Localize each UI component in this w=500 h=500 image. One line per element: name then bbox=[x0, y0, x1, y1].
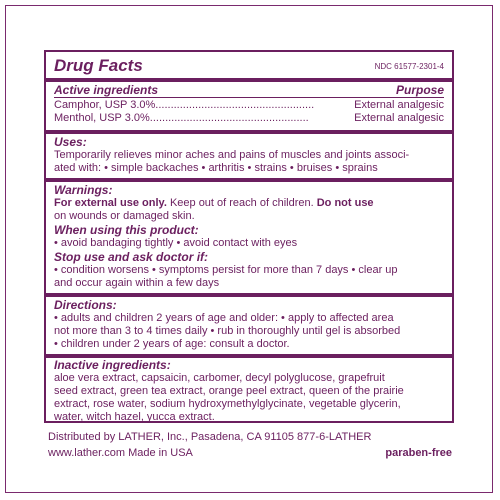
drug-facts-panel bbox=[44, 50, 454, 423]
warnings-heading: Warnings: bbox=[54, 183, 113, 197]
divider bbox=[46, 130, 452, 134]
uses-line: Temporarily relieves minor aches and pains of muscles and joints associ- bbox=[54, 149, 410, 161]
ingredient-name: Camphor, USP 3.0%.................................................... bbox=[54, 99, 315, 111]
purpose-heading: Purpose bbox=[395, 83, 444, 97]
active-ingredients-heading: Active ingredients bbox=[54, 83, 159, 97]
distributor-text: Distributed by LATHER, Inc., Pasadena, CA 91105 877-6-LATHER bbox=[48, 431, 372, 443]
inactive-line: water, witch hazel, yucca extract. bbox=[54, 411, 215, 423]
when-using-heading: When using this product: bbox=[54, 223, 199, 237]
inactive-ingredients-section bbox=[46, 358, 452, 424]
stop-use-heading: Stop use and ask doctor if: bbox=[54, 250, 209, 264]
paraben-free-label: paraben-free bbox=[385, 447, 452, 459]
external-use-bold: For external use only. bbox=[54, 197, 167, 209]
directions-line: • children under 2 years of age: consult a doctor. bbox=[54, 338, 290, 350]
divider bbox=[46, 78, 452, 82]
ndc-number: NDC 61577-2301-4 bbox=[374, 62, 444, 71]
footer-website-row bbox=[48, 446, 452, 460]
title-row bbox=[54, 56, 444, 78]
website-text: www.lather.com Made in USA bbox=[48, 447, 193, 459]
directions-line: not more than 3 to 4 times daily • rub in thoroughly until gel is absorbed bbox=[54, 325, 401, 337]
ingredient-purpose: External analgesic bbox=[354, 112, 444, 124]
stop-use-line: • condition worsens • symptoms persist for more than 7 days • clear up bbox=[54, 264, 398, 276]
ingredient-purpose: External analgesic bbox=[354, 99, 444, 111]
inactive-line: extract, rose water, sodium hydroxymethylglycinate, vegetable glycerin, bbox=[54, 398, 401, 410]
ingredient-name: Menthol, USP 3.0%.................................................... bbox=[54, 112, 309, 124]
active-ingredient-row bbox=[54, 99, 444, 112]
divider bbox=[46, 293, 452, 297]
directions-line: • adults and children 2 years of age and older: • apply to affected area bbox=[54, 312, 394, 324]
divider bbox=[46, 178, 452, 182]
external-use-text: Keep out of reach of children. bbox=[166, 197, 317, 209]
uses-heading: Uses: bbox=[54, 135, 87, 149]
when-using-text: • avoid bandaging tightly • avoid contact with eyes bbox=[54, 237, 298, 249]
directions-section bbox=[46, 298, 452, 351]
divider bbox=[54, 97, 444, 98]
uses-section bbox=[46, 135, 452, 175]
warnings-line: on wounds or damaged skin. bbox=[54, 210, 195, 222]
stop-use-line: and occur again within a few days bbox=[54, 277, 220, 289]
inactive-line: seed extract, green tea extract, orange peel extract, queen of the prairie bbox=[54, 385, 404, 397]
warnings-line bbox=[54, 197, 444, 210]
footer-distributor bbox=[48, 430, 452, 444]
inactive-ingredients-heading: Inactive ingredients: bbox=[54, 358, 171, 372]
directions-heading: Directions: bbox=[54, 298, 117, 312]
active-ingredients-section bbox=[46, 83, 452, 125]
do-not-use-bold: Do not use bbox=[316, 197, 374, 209]
active-ingredient-row bbox=[54, 112, 444, 125]
warnings-section bbox=[46, 183, 452, 290]
inactive-line: aloe vera extract, capsaicin, carbomer, decyl polyglucose, grapefruit bbox=[54, 372, 385, 384]
drug-facts-title: Drug Facts bbox=[54, 56, 143, 75]
uses-line: ated with: • simple backaches • arthritis • strains • bruises • sprains bbox=[54, 162, 378, 174]
